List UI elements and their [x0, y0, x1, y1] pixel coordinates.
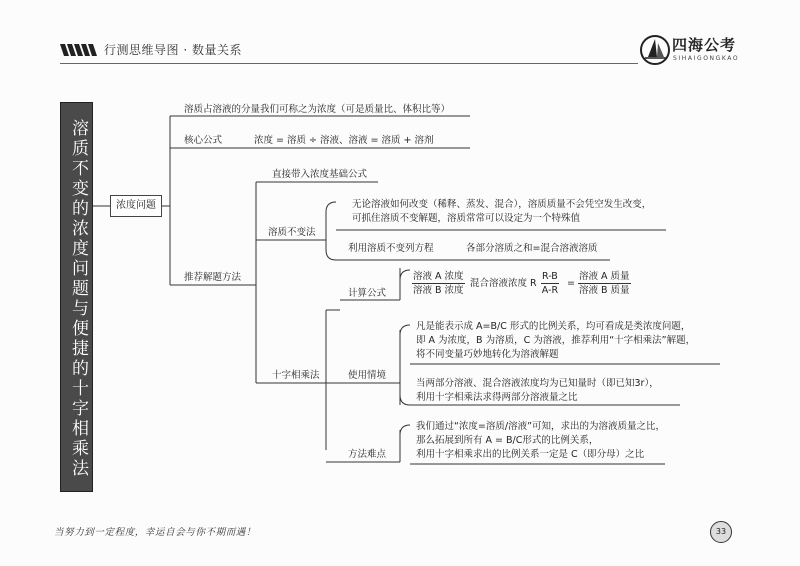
logo-name: 四海公考 — [672, 36, 737, 54]
calc-formula-label: 计算公式 — [348, 288, 387, 299]
solute-const-eq-label: 利用溶质不变列方程 — [348, 243, 434, 254]
usage-scene1-line2: 即 A 为浓度，B 为溶质，C 为溶液，推荐利用“十字相乘法”解题， — [416, 335, 696, 346]
usage-scene2-line1: 当两部分溶液、混合溶液浓度均为已知量时（即已知3r）， — [416, 378, 659, 389]
recommend-method-label: 推荐解题方法 — [184, 272, 242, 283]
difficulty-line1: 我们通过“浓度=溶质/溶液”可知，求出的为溶液质量之比， — [416, 421, 666, 432]
cross-method-label: 十字相乘法 — [272, 370, 320, 381]
difficulty-line2: 那么拓展到所有 A = B/C形式的比例关系， — [416, 435, 599, 446]
solute-const-desc-line2: 可抓住溶质不变解题，溶质常常可以设定为一个特殊值 — [352, 213, 581, 224]
formula-result-fraction — [578, 270, 631, 297]
usage-scene1-line3: 将不同变量巧妙地转化为溶液解题 — [416, 349, 559, 360]
formula-left-fraction — [412, 270, 465, 297]
page-number: 33 — [710, 521, 732, 543]
main-title: 溶质不变的浓度问题与便捷的十字相乘法 — [68, 119, 88, 479]
root-node: 浓度问题 — [110, 195, 162, 217]
usage-scene-label: 使用情境 — [348, 370, 387, 381]
solute-const-desc-line1: 无论溶液如何改变（稀释、蒸发、混合），溶质质量不会凭空发生改变， — [352, 199, 652, 210]
formula-ratio-numerator: R-B — [542, 271, 558, 282]
formula-equals: = — [567, 278, 575, 289]
header-title: 行测思维导图 · 数量关系 — [104, 43, 242, 57]
core-formula-text: 浓度 = 溶质 ÷ 溶液、溶液 = 溶质 + 溶剂 — [254, 135, 434, 146]
formula-mixed-concentration: 混合溶液浓度 R — [470, 278, 537, 289]
formula-ratio-fraction — [541, 270, 559, 297]
usage-scene2-line2: 利用十字相乘法求得两部分溶液量之比 — [416, 392, 578, 403]
formula-ratio-denominator: A-R — [541, 285, 559, 296]
method-difficulty-label: 方法难点 — [348, 449, 387, 460]
solute-const-eq-text: 各部分溶质之和=混合溶液溶质 — [466, 243, 598, 254]
formula-left-denominator: 溶液 B 浓度 — [412, 285, 464, 296]
core-formula-label: 核心公式 — [184, 135, 223, 146]
solute-const-label: 溶质不变法 — [268, 227, 316, 238]
difficulty-line3: 利用十字相乘求出的比例关系一定是 C（即分母）之比 — [416, 449, 645, 460]
formula-left-numerator: 溶液 A 浓度 — [413, 271, 464, 282]
usage-scene1-line1: 凡是能表示成 A=B/C 形式的比例关系，均可看成是类浓度问题， — [416, 321, 691, 332]
formula-result-numerator: 溶液 A 质量 — [579, 271, 630, 282]
direct-formula-text: 直接带入浓度基础公式 — [272, 169, 368, 180]
footer-slogan: 当努力到一定程度，幸运自会与你不期而遇！ — [54, 527, 257, 538]
definition-text: 溶质占溶液的分量我们可称之为浓度（可是质量比、体积比等） — [184, 104, 451, 115]
formula-result-denominator: 溶液 B 质量 — [578, 285, 630, 296]
logo-subtitle: SIHAIGONGKAO — [673, 55, 740, 62]
